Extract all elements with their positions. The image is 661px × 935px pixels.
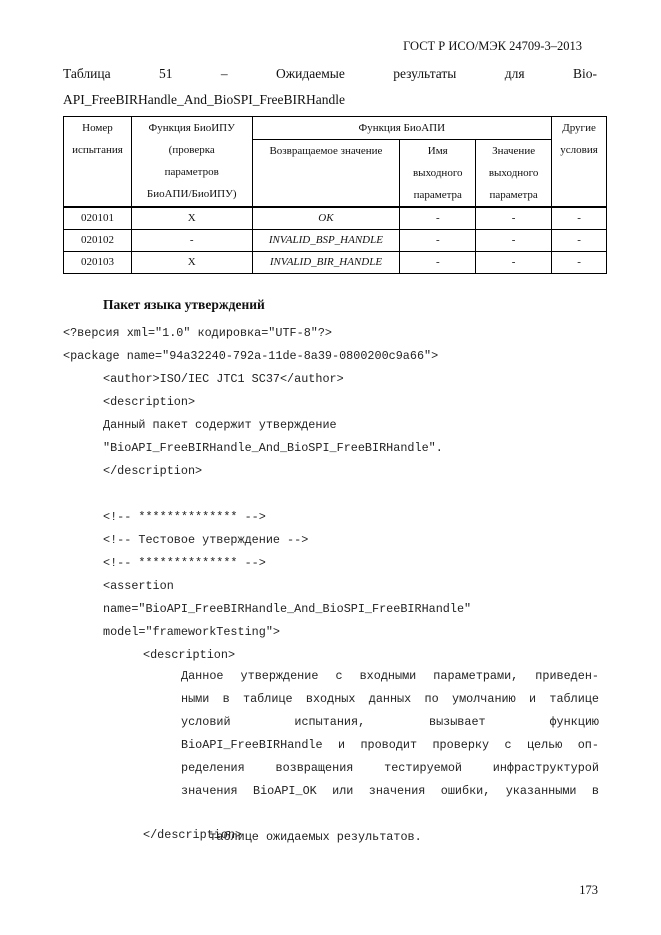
code-line: <package name="94a32240-792a-11de-8a39-0800200c9a66"> (63, 349, 439, 363)
cell-other: - (552, 207, 607, 230)
caption-word: 51 (159, 66, 173, 81)
caption-word: Bio- (572, 66, 597, 81)
cell-return-value: OK (252, 207, 400, 230)
header-bio-ipu-function: Функция БиоИПУ (проверка параметров БиоАПИ/БиоИПУ) (131, 117, 252, 208)
cell-output-name: - (400, 252, 476, 274)
code-line: </description> (103, 464, 203, 478)
table-row (64, 207, 607, 230)
caption-word: результаты (393, 66, 457, 81)
table-row (64, 252, 607, 274)
page-number: 173 (579, 883, 598, 897)
header-other-conditions: Другие условия (552, 117, 607, 208)
code-line: <description> (103, 395, 196, 409)
cell-bio-ipu: - (131, 230, 252, 252)
code-line: model="frameworkTesting"> (103, 625, 280, 639)
code-line: <!-- Тестовое утверждение --> (103, 533, 309, 547)
cell-output-name: - (400, 230, 476, 252)
code-line: Данный пакет содержит утверждение (103, 418, 337, 432)
header-test-number: Номер испытания (64, 117, 132, 208)
cell-output-name: - (400, 207, 476, 230)
code-line: <description> (143, 648, 236, 662)
header-bio-api-function: Функция БиоАПИ (252, 117, 552, 140)
table-caption (63, 66, 597, 82)
cell-test-number: 020101 (64, 207, 132, 230)
expected-results-table (63, 116, 607, 274)
paragraph-line: ными в таблице входных данных по умолчанию и таблице (181, 692, 599, 706)
header-output-param-value: Значение выходного параметра (476, 140, 552, 208)
paragraph-line: Данное утверждение с входными параметрами, приведен- (181, 669, 599, 683)
table-caption-continued: API_FreeBIRHandle_And_BioSPI_FreeBIRHandle (63, 92, 345, 107)
caption-word: – (220, 66, 228, 81)
caption-word: Ожидаемые (276, 66, 345, 81)
table-row (64, 230, 607, 252)
section-title: Пакет языка утверждений (103, 297, 265, 312)
cell-output-value: - (476, 252, 552, 274)
code-line: "BioAPI_FreeBIRHandle_And_BioSPI_FreeBIRHandle". (103, 441, 443, 455)
code-line: </description> (143, 828, 243, 842)
code-line: <!-- ************** --> (103, 510, 266, 524)
cell-output-value: - (476, 230, 552, 252)
caption-word: для (504, 66, 525, 81)
cell-bio-ipu: X (131, 252, 252, 274)
cell-return-value: INVALID_BSP_HANDLE (252, 230, 400, 252)
code-line: <author>ISO/IEC JTC1 SC37</author> (103, 372, 344, 386)
paragraph-line: BioAPI_FreeBIRHandle и проводит проверку с целью оп- (181, 738, 599, 752)
cell-bio-ipu: X (131, 207, 252, 230)
header-return-value: Возвращаемое значение (252, 140, 400, 208)
caption-word: Таблица (63, 66, 111, 81)
code-line: <assertion (103, 579, 174, 593)
cell-test-number: 020103 (64, 252, 132, 274)
paragraph-line: ределения возвращения тестируемой инфраструктурой (181, 761, 599, 775)
cell-other: - (552, 252, 607, 274)
paragraph-line: таблице ожидаемых результатов. (209, 830, 422, 844)
code-line: <?версия xml="1.0" кодировка="UTF-8"?> (63, 326, 333, 340)
paragraph-line: значения BioAPI_OK или значения ошибки, указанными в (181, 784, 599, 798)
cell-output-value: - (476, 207, 552, 230)
paragraph-line: условий испытания, вызывает функцию (181, 715, 599, 729)
cell-return-value: INVALID_BIR_HANDLE (252, 252, 400, 274)
cell-test-number: 020102 (64, 230, 132, 252)
header-output-param-name: Имя выходного параметра (400, 140, 476, 208)
code-line: <!-- ************** --> (103, 556, 266, 570)
code-line: name="BioAPI_FreeBIRHandle_And_BioSPI_FreeBIRHandle" (103, 602, 472, 616)
cell-other: - (552, 230, 607, 252)
page-header-standard: ГОСТ Р ИСО/МЭК 24709-3–2013 (403, 39, 582, 53)
